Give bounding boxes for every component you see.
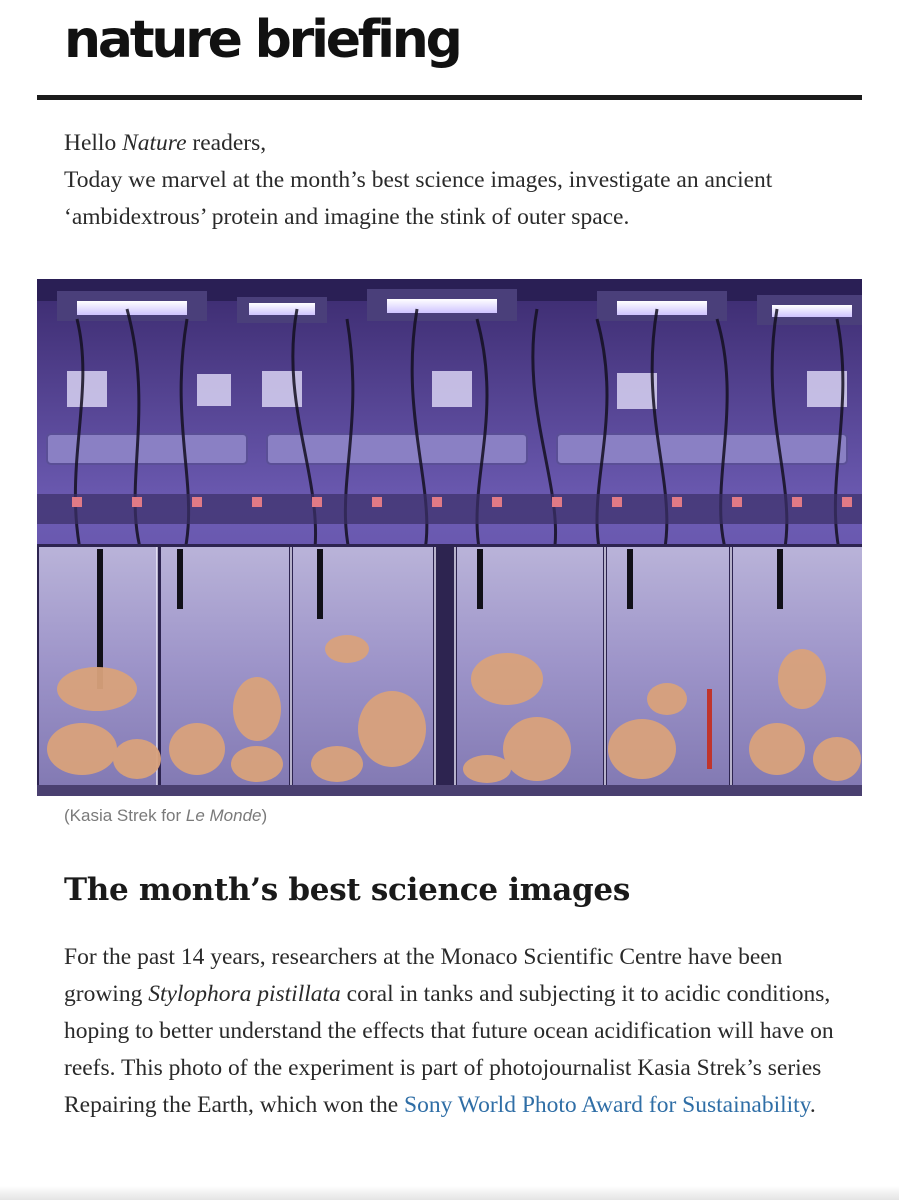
photo-illustration bbox=[37, 279, 862, 796]
masthead bbox=[64, 0, 460, 80]
caption-prefix: (Kasia Strek for bbox=[64, 806, 186, 825]
article-headline: The month’s best science images bbox=[64, 872, 630, 908]
greeting-prefix: Hello bbox=[64, 130, 123, 156]
body-text-1: For the past 14 years, researchers at the Monaco Scientific Centre have been growing bbox=[64, 944, 783, 1007]
header-divider bbox=[37, 95, 862, 100]
coral-tanks-photo bbox=[37, 279, 862, 796]
species-name: Stylophora pistillata bbox=[148, 981, 341, 1007]
greeting-suffix: readers, bbox=[186, 130, 267, 156]
body-text-2: coral in tanks and subjecting it to acidic conditions, hoping to better understand the effects that future ocean acidification will have on reefs. This photo of the experiment is part of photojournalist Kasia Strek’s series Repairing the Earth, which won the bbox=[64, 981, 834, 1118]
greeting-journal: Nature bbox=[122, 130, 187, 156]
scroll-fade bbox=[0, 1186, 899, 1200]
brand-logo[interactable]: nature briefing bbox=[64, 10, 460, 70]
intro bbox=[64, 125, 864, 236]
article-body bbox=[64, 939, 854, 1124]
award-link[interactable]: Sony World Photo Award for Sustainability bbox=[404, 1092, 810, 1118]
intro-summary: Today we marvel at the month’s best science images, investigate an ancient ‘ambidextrous’ protein and imagine the stink of outer space. bbox=[64, 167, 773, 230]
caption-publication: Le Monde bbox=[185, 806, 262, 825]
caption-suffix: ) bbox=[261, 806, 268, 825]
greeting bbox=[64, 125, 864, 162]
body-text-3: . bbox=[809, 1092, 816, 1118]
photo-caption bbox=[64, 806, 267, 826]
